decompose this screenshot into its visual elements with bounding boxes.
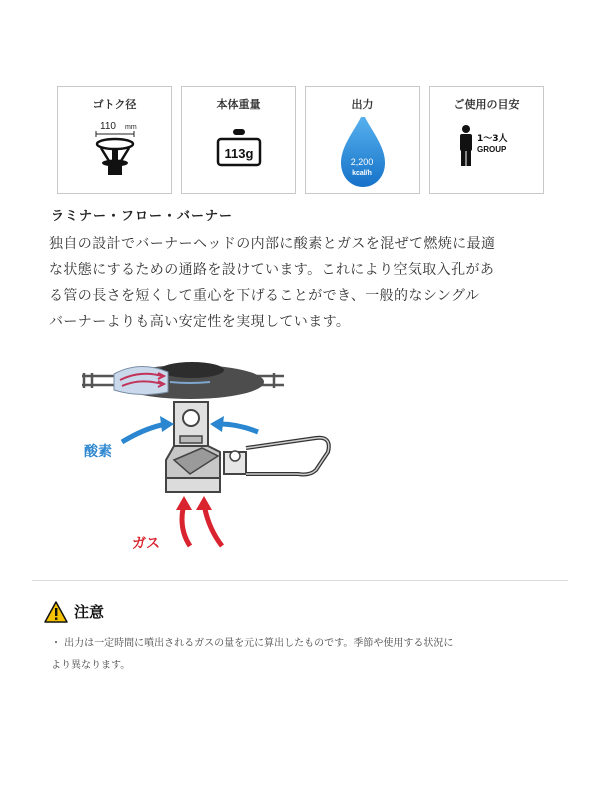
caution-note bbox=[51, 633, 566, 677]
spec-title: 本体重量 bbox=[216, 98, 261, 111]
gas-label: ガス bbox=[132, 536, 160, 552]
divider bbox=[32, 580, 568, 581]
trivet-unit: mm bbox=[125, 124, 137, 131]
oxygen-arrow-left bbox=[122, 424, 166, 442]
section-description bbox=[49, 231, 559, 335]
gas-arrow-left bbox=[182, 504, 190, 546]
note-line: ・ 出力は一定時間に噴出されるガスの量を元に算出したものです。季節や使用する状況に bbox=[51, 638, 454, 649]
trivet-diameter-icon bbox=[58, 117, 171, 189]
spec-title: 出力 bbox=[351, 98, 374, 111]
users-sub: GROUP bbox=[477, 145, 507, 154]
spec-title: ご使用の目安 bbox=[453, 98, 520, 111]
spec-output bbox=[305, 86, 420, 194]
person-icon bbox=[430, 117, 543, 189]
weight-icon bbox=[182, 117, 295, 189]
warning-icon bbox=[44, 601, 68, 623]
spec-title: ゴトク径 bbox=[92, 98, 137, 111]
burner-head bbox=[82, 362, 284, 399]
description-line: な状態にするための通路を設けています。これにより空気取入孔があ bbox=[49, 262, 495, 278]
spec-users bbox=[429, 86, 544, 194]
oxygen-arrow-right bbox=[220, 424, 258, 432]
caution-label: 注意 bbox=[74, 603, 105, 621]
description-line: バーナーよりも高い安定性を実現しています。 bbox=[49, 314, 351, 330]
burner-diagram bbox=[70, 352, 360, 572]
description-line: る管の長さを短くして重心を下げることができ、一般的なシングル bbox=[49, 288, 480, 304]
water-drop-icon bbox=[306, 117, 419, 189]
oxygen-label: 酸素 bbox=[84, 444, 112, 460]
spec-row bbox=[57, 86, 545, 194]
description-line: 独自の設計でバーナーヘッドの内部に酸素とガスを混ぜて燃焼に最適 bbox=[49, 236, 496, 252]
spec-weight bbox=[181, 86, 296, 194]
section-title: ラミナー・フロー・バーナー bbox=[51, 209, 234, 224]
valve-body bbox=[166, 402, 329, 492]
trivet-value: 110 bbox=[100, 121, 116, 132]
users-value: 1～3人 bbox=[477, 134, 508, 144]
spec-trivet-diameter bbox=[57, 86, 172, 194]
output-value: 2,200 bbox=[350, 157, 374, 167]
gas-arrow-right bbox=[204, 504, 222, 546]
weight-value: 113g bbox=[224, 146, 254, 161]
note-line: より異なります。 bbox=[51, 660, 131, 671]
output-unit: kcal/h bbox=[352, 170, 372, 177]
